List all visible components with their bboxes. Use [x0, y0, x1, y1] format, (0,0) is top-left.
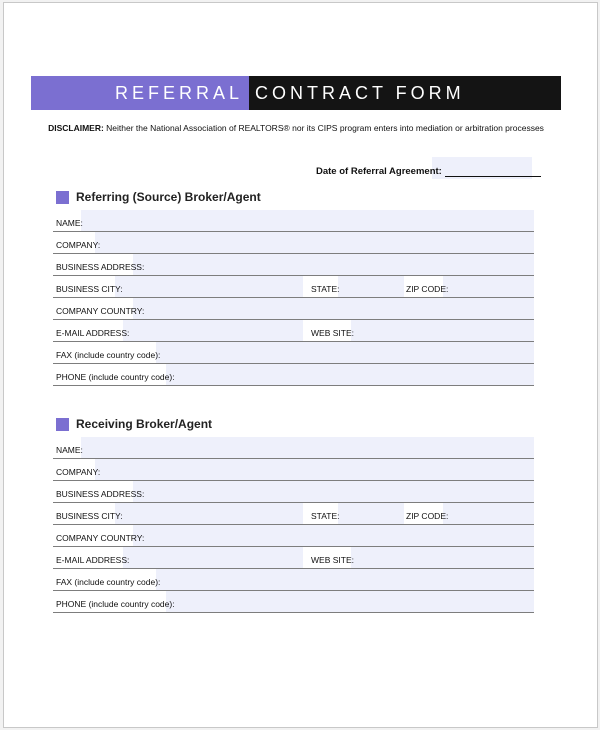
receiving-website-field[interactable] [351, 547, 534, 568]
referring-company-field[interactable] [95, 232, 534, 253]
referring-business-address-label: BUSINESS ADDRESS: [56, 262, 145, 272]
referring-city-label: BUSINESS CITY: [56, 284, 123, 294]
referring-phone-row [53, 364, 534, 386]
receiving-fax-field[interactable] [156, 569, 534, 590]
referring-website-label: WEB SITE: [311, 328, 354, 338]
referring-company-label: COMPANY: [56, 240, 101, 250]
referring-state-field[interactable] [338, 276, 404, 297]
referring-name-field[interactable] [81, 210, 534, 231]
section-bullet-icon [56, 191, 69, 204]
receiving-business-address-label: BUSINESS ADDRESS: [56, 489, 145, 499]
receiving-state-field[interactable] [338, 503, 404, 524]
form-title-bar [31, 76, 561, 110]
referring-website-field[interactable] [351, 320, 534, 341]
referring-email-label: E-MAIL ADDRESS: [56, 328, 130, 338]
referring-fax-label: FAX (include country code): [56, 350, 161, 360]
receiving-city-field[interactable] [115, 503, 303, 524]
receiving-fax-row [53, 569, 534, 591]
referring-name-row [53, 210, 534, 232]
receiving-zip-label: ZIP CODE: [406, 511, 449, 521]
receiving-company-country-field[interactable] [133, 525, 534, 546]
referring-zip-label: ZIP CODE: [406, 284, 449, 294]
referring-section-heading [56, 190, 261, 204]
receiving-section-heading [56, 417, 212, 431]
receiving-company-country-row [53, 525, 534, 547]
referring-phone-label: PHONE (include country code): [56, 372, 175, 382]
referring-phone-field[interactable] [166, 364, 534, 385]
receiving-fax-label: FAX (include country code): [56, 577, 161, 587]
receiving-zip-field[interactable] [443, 503, 534, 524]
receiving-company-row [53, 459, 534, 481]
receiving-phone-row [53, 591, 534, 613]
referring-zip-field[interactable] [443, 276, 534, 297]
referring-email-row [53, 320, 534, 342]
date-agreement-label: Date of Referral Agreement: [316, 166, 442, 177]
referring-fax-row [53, 342, 534, 364]
receiving-phone-field[interactable] [166, 591, 534, 612]
receiving-company-field[interactable] [95, 459, 534, 480]
referring-city-row [53, 276, 534, 298]
referring-business-address-field[interactable] [133, 254, 534, 275]
referring-city-field[interactable] [115, 276, 303, 297]
disclaimer-label: DISCLAIMER: [48, 123, 104, 133]
referring-fax-field[interactable] [156, 342, 534, 363]
title-referral: REFERRAL [31, 76, 249, 110]
title-contract-form: CONTRACT FORM [249, 76, 561, 110]
referring-company-country-label: COMPANY COUNTRY: [56, 306, 145, 316]
receiving-heading-text: Receiving Broker/Agent [76, 417, 213, 431]
receiving-company-country-label: COMPANY COUNTRY: [56, 533, 145, 543]
section-bullet-icon [56, 418, 69, 431]
receiving-name-field[interactable] [81, 437, 534, 458]
disclaimer-text: Neither the National Association of REALTORS® nor its CIPS program enters into mediation or arbitration processes [103, 123, 544, 133]
referring-company-country-row [53, 298, 534, 320]
receiving-name-label: NAME: [56, 445, 83, 455]
receiving-email-row [53, 547, 534, 569]
receiving-company-label: COMPANY: [56, 467, 101, 477]
referring-heading-text: Referring (Source) Broker/Agent [76, 190, 261, 204]
referring-email-field[interactable] [123, 320, 303, 341]
receiving-city-row [53, 503, 534, 525]
receiving-state-label: STATE: [311, 511, 340, 521]
receiving-name-row [53, 437, 534, 459]
referring-business-address-row [53, 254, 534, 276]
disclaimer [31, 123, 561, 133]
receiving-phone-label: PHONE (include country code): [56, 599, 175, 609]
referring-company-row [53, 232, 534, 254]
referring-name-label: NAME: [56, 218, 83, 228]
receiving-email-field[interactable] [123, 547, 303, 568]
date-agreement-line [445, 166, 541, 177]
referring-state-label: STATE: [311, 284, 340, 294]
referring-company-country-field[interactable] [133, 298, 534, 319]
receiving-business-address-field[interactable] [133, 481, 534, 502]
receiving-website-label: WEB SITE: [311, 555, 354, 565]
receiving-business-address-row [53, 481, 534, 503]
date-agreement-row [316, 166, 541, 177]
receiving-email-label: E-MAIL ADDRESS: [56, 555, 130, 565]
receiving-city-label: BUSINESS CITY: [56, 511, 123, 521]
